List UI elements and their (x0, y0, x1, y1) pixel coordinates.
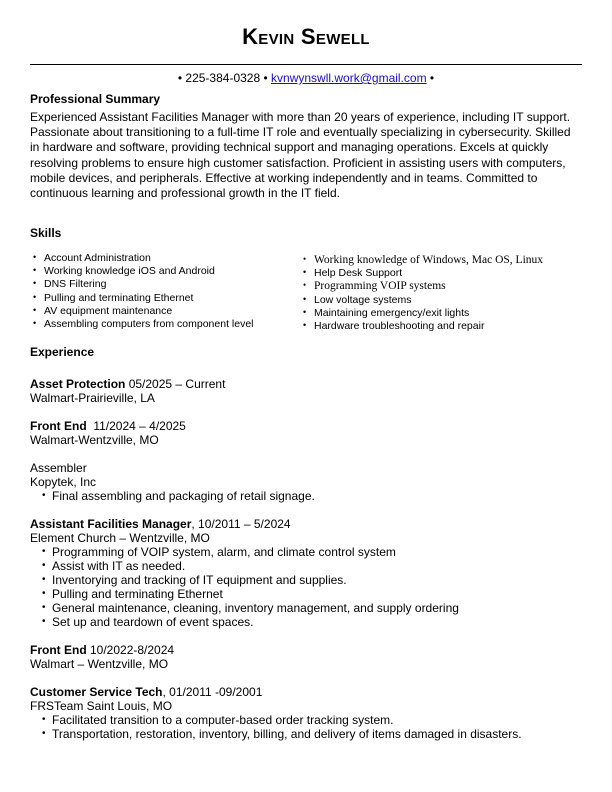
contact-suffix: • (429, 71, 435, 85)
job-entry (30, 517, 459, 629)
skill-item: • Hardware troubleshooting and repair (300, 320, 543, 333)
skill-item: • Low voltage systems (300, 294, 543, 307)
job-title: Front End (30, 419, 87, 433)
job-bullet: • General maintenance, cleaning, inventory management, and supply ordering (30, 601, 459, 615)
candidate-name: Kevin Sewell (242, 24, 370, 49)
job-title: Customer Service Tech (30, 685, 163, 699)
job-title-line (30, 643, 174, 657)
skill-item: • Maintaining emergency/exit lights (300, 307, 543, 320)
job-company: FRSTeam Saint Louis, MO (30, 699, 173, 713)
job-bullet: • Facilitated transition to a computer-based order tracking system. (30, 713, 522, 727)
job-title: Assistant Facilities Manager (30, 517, 192, 531)
skill-item: • Account Administration (30, 252, 254, 265)
job-company: Walmart – Wentzville, MO (30, 657, 169, 671)
job-title: Asset Protection (30, 377, 126, 391)
job-company: Kopytek, Inc (30, 475, 97, 489)
job-dates: 05/2025 – Current (125, 377, 226, 391)
job-bullet: • Final assembling and packaging of retail signage. (30, 489, 315, 503)
job-bullet: • Transportation, restoration, inventory, billing, and delivery of items damaged in disasters. (30, 727, 522, 741)
job-dates: , 01/2011 -09/2001 (162, 685, 263, 699)
job-company: Element Church – Wentzville, MO (30, 531, 210, 545)
job-title-line (30, 377, 225, 391)
header-divider (30, 64, 582, 65)
summary-text: Experienced Assistant Facilities Manager with more than 20 years of experience, including IT support. Passionate about transitioning to a full-time IT role and eventually specializing in cybersecurity. Skilled in hardware and software, providing technical support and managing operations. Excels at quickly resolving problems to ensure high customer satisfaction. Proficient in assisting users with computers, mobile devices, and peripherals. Effective at working independently and in teams. Committed to continuous learning and professional growth in the IT field. (30, 110, 571, 201)
job-title-line (30, 419, 186, 433)
job-bullet: • Inventorying and tracking of IT equipment and supplies. (30, 573, 459, 587)
job-bullet: • Assist with IT as needed. (30, 559, 459, 573)
job-title: Front End (30, 643, 87, 657)
skill-item: • Assembling computers from component level (30, 318, 254, 331)
skill-item: • Working knowledge of Windows, Mac OS, Linux (300, 254, 543, 267)
skill-item: • Pulling and terminating Ethernet (30, 292, 254, 305)
job-entry (30, 643, 174, 671)
skill-item: • DNS Filtering (30, 278, 254, 291)
email-link[interactable]: kvnwynswll.work@gmail.com (271, 71, 427, 85)
job-title: Assembler (30, 461, 87, 475)
skill-item: • Help Desk Support (300, 267, 543, 280)
job-dates: 10/2022-8/2024 (86, 643, 175, 657)
job-entry (30, 419, 186, 447)
job-bullets (30, 713, 522, 741)
job-company: Walmart-Prairieville, LA (30, 391, 155, 405)
experience-heading: Experience (30, 345, 95, 359)
job-dates: 11/2024 – 4/2025 (86, 419, 186, 433)
skills-heading: Skills (30, 226, 62, 240)
skills-right-list (300, 254, 543, 333)
job-bullets (30, 545, 459, 629)
job-dates: , 10/2011 – 5/2024 (191, 517, 291, 531)
summary-heading: Professional Summary (30, 92, 161, 106)
job-entry (30, 685, 522, 741)
job-bullet: • Programming of VOIP system, alarm, and climate control system (30, 545, 459, 559)
job-title-line (30, 685, 522, 699)
contact-phone: • 225-384-0328 • (177, 71, 268, 85)
job-entry (30, 377, 225, 405)
job-bullet: • Set up and teardown of event spaces. (30, 615, 459, 629)
contact-line (0, 71, 612, 85)
skill-item: • AV equipment maintenance (30, 305, 254, 318)
job-bullet: • Pulling and terminating Ethernet (30, 587, 459, 601)
skills-left-list (30, 252, 254, 331)
job-title-line (30, 517, 459, 531)
skill-item: • Working knowledge iOS and Android (30, 265, 254, 278)
job-entry (30, 461, 315, 503)
skill-item: • Programming VOIP systems (300, 280, 543, 293)
job-company: Walmart-Wentzville, MO (30, 433, 159, 447)
job-bullets (30, 489, 315, 503)
